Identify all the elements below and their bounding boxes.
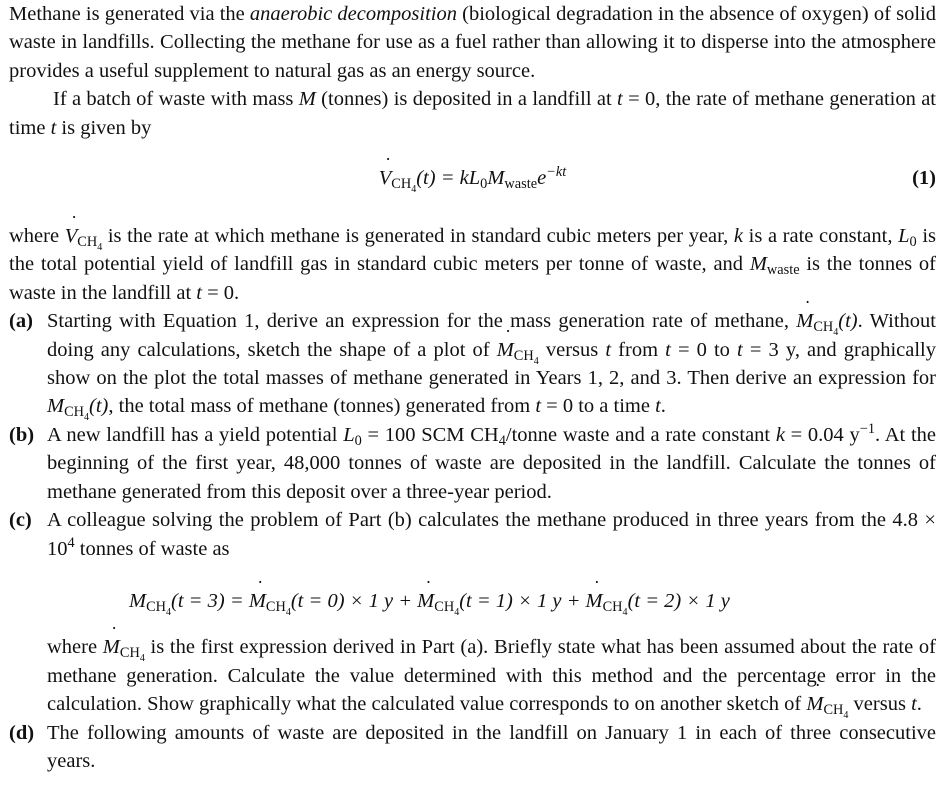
part-c-text: A colleague solving the problem of Part (b) calculates the methane produced in three years from the $4.8 \times 10^4$ tonnes of waste as: [47, 509, 936, 560]
equation-1-body: ˙ $V_{CH_4}(t) = kL_0M_{waste}e^{-kt}$: [9, 164, 936, 192]
batch-text-1: If a batch of waste with mass: [53, 88, 299, 111]
batch-text-3: = 0, the rate of methane generation at time: [9, 88, 936, 139]
part-d-label: (d): [9, 721, 35, 744]
intro-text-1: Methane is generated via the: [9, 3, 250, 25]
var-M-dot: ˙ M: [796, 307, 813, 335]
batch-text-4: is given by: [56, 116, 152, 139]
var-M-dot: ˙ M: [103, 633, 120, 661]
var-M: M: [487, 167, 505, 190]
var-M-dot: ˙ M: [249, 587, 266, 615]
exp-e: e: [537, 167, 547, 190]
equation-arg: (t) = kL: [416, 167, 481, 190]
part-d-text: The following amounts of waste are deposited in the landfill on January 1 in each of three consecutive years.: [47, 721, 936, 772]
var-M-dot: ˙ M: [806, 690, 823, 718]
part-a-label: (a): [9, 310, 33, 333]
var-M: M: [298, 88, 316, 111]
var-V-dot: ˙ V: [65, 222, 78, 250]
intro-emphasis: anaerobic decomposition: [249, 3, 457, 25]
batch-text-2: (tonnes) is deposited in a landfill at: [315, 88, 618, 111]
var-t: t: [617, 88, 623, 111]
part-b-text: A new landfill has a yield potential $L_0 = 100$ SCM $CH_4$/tonne waste and a rate constant k = 0.04 $y^{-1}$. At the beginning of the first year, 48,000 tonnes of waste are deposited in the landfill. Calculate the tonnes of methane generated from this deposit over a three-year period.: [47, 420, 936, 503]
part-c-equation: $M_{CH_4}(t = 3)$ = ˙ $M_{CH_4}(t = 0) \times 1$ y + ˙ $M_{CH_4}(t = 1) \times 1$ y + ˙ $M_{CH_4}(t = 2) \times 1$ y: [47, 563, 936, 633]
part-b-label: (b): [9, 423, 35, 446]
part-c-text-2: where ˙ $M_{CH_4}$ is the first expression derived in Part (a). Briefly state what has been assumed about the rate of methane generation. Calculate the value determined with this method and the percentage error in the calculation. Show graphically what the calculated value corresponds to on another sketch of ˙ $M_{CH_4}$ versus t.: [47, 633, 936, 718]
intro-paragraph: [9, 0, 936, 85]
part-b: [9, 421, 936, 506]
equation-1: [9, 142, 936, 222]
batch-paragraph: [9, 85, 936, 142]
var-t: t: [50, 116, 57, 139]
part-a-text: Starting with Equation 1, derive an expression for the mass generation rate of methane, ˙ $M_{CH_4}(t)$. Without doing any calculations, sketch the shape of a plot of ˙ $M_{CH_4}$ versus t from t = 0 to t = 3 y, and graphically show on the plot the total masses of methane generated in Years 1, 2, and 3. Then derive an expression for $M_{CH_4}(t)$, the total mass of methane (tonnes) generated from t = 0 to a time t.: [47, 307, 936, 421]
part-a: [9, 307, 937, 424]
var-M-dot: ˙ M: [586, 587, 603, 615]
var-M-dot: ˙ M: [497, 336, 514, 364]
where-paragraph: where ˙ $V_{CH_4}$ is the rate at which methane is generated in standard cubic meters per year, k is a rate constant, $L_0$ is the total potential yield of landfill gas in standard cubic meters per tonne of waste, and $M_{waste}$ is the tonnes of waste in the landfill at t = 0.: [9, 222, 936, 307]
part-d: [9, 719, 936, 776]
var-V-dot: ˙ V: [379, 164, 392, 192]
equation-number: (1): [912, 167, 936, 190]
part-c-label: (c): [9, 509, 32, 532]
var-M-dot: ˙ M: [417, 587, 434, 615]
intro-text-2: (biological degradation in the absence of oxygen) of solid waste in landfills. Collecting the methane for use as a fuel rather than allowing it to disperse into the atmosphere provides a useful supplement to natural gas as an energy source.: [9, 3, 936, 82]
part-c: [9, 506, 936, 722]
